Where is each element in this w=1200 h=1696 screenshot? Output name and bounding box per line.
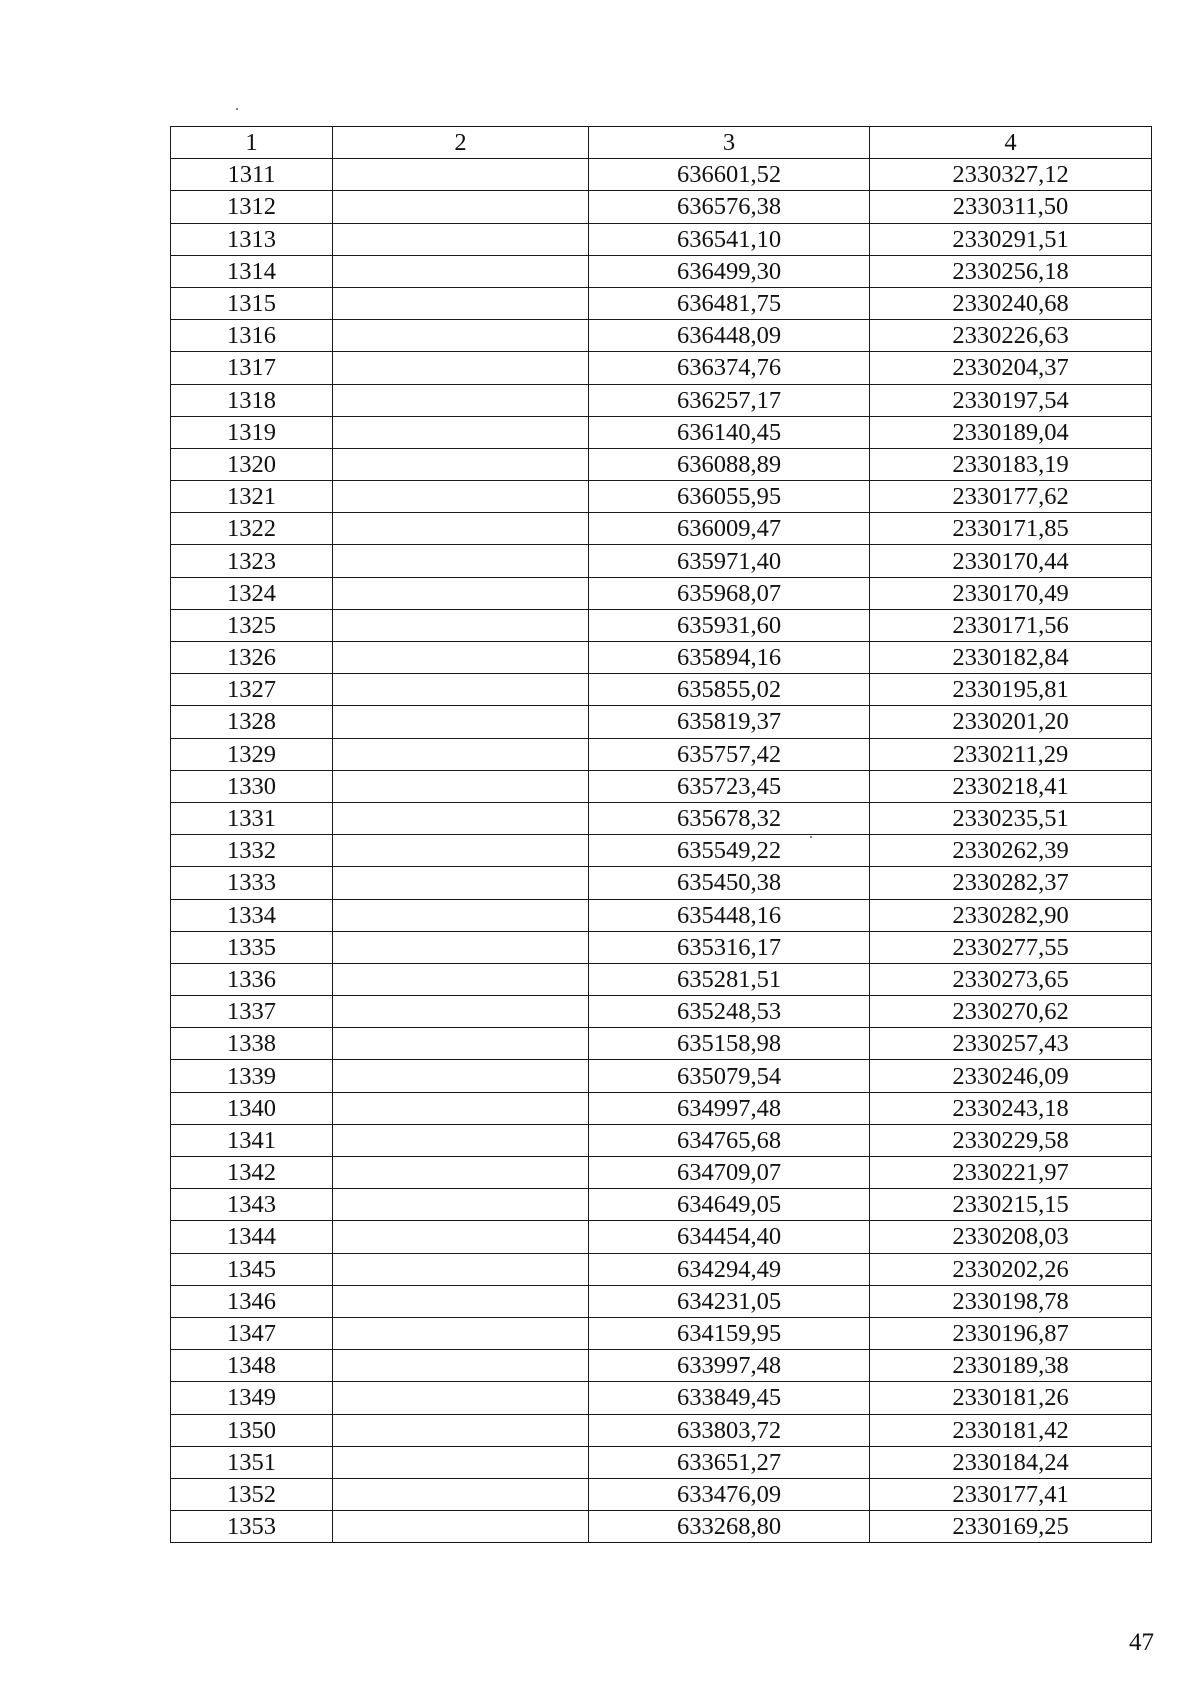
description-cell bbox=[333, 223, 589, 255]
point-number-cell: 1324 bbox=[171, 577, 333, 609]
table-row bbox=[171, 1253, 1152, 1285]
y-coordinate-cell: 2330184,24 bbox=[870, 1446, 1152, 1478]
y-coordinate-cell: 2330282,90 bbox=[870, 899, 1152, 931]
description-cell bbox=[333, 706, 589, 738]
table-header-row bbox=[171, 127, 1152, 159]
x-coordinate-cell: 636055,95 bbox=[589, 481, 870, 513]
description-cell bbox=[333, 996, 589, 1028]
column-header: 4 bbox=[870, 127, 1152, 159]
page-number: 47 bbox=[1129, 1629, 1154, 1656]
x-coordinate-cell: 636140,45 bbox=[589, 416, 870, 448]
table-row bbox=[171, 545, 1152, 577]
table-row bbox=[171, 159, 1152, 191]
x-coordinate-cell: 636088,89 bbox=[589, 448, 870, 480]
point-number-cell: 1353 bbox=[171, 1511, 333, 1543]
x-coordinate-cell: 634709,07 bbox=[589, 1157, 870, 1189]
y-coordinate-cell: 2330183,19 bbox=[870, 448, 1152, 480]
y-coordinate-cell: 2330189,38 bbox=[870, 1350, 1152, 1382]
point-number-cell: 1340 bbox=[171, 1092, 333, 1124]
table-row bbox=[171, 867, 1152, 899]
table-row bbox=[171, 1478, 1152, 1510]
description-cell bbox=[333, 416, 589, 448]
description-cell bbox=[333, 1446, 589, 1478]
point-number-cell: 1332 bbox=[171, 835, 333, 867]
description-cell bbox=[333, 545, 589, 577]
x-coordinate-cell: 635281,51 bbox=[589, 963, 870, 995]
description-cell bbox=[333, 1092, 589, 1124]
x-coordinate-cell: 635248,53 bbox=[589, 996, 870, 1028]
point-number-cell: 1325 bbox=[171, 609, 333, 641]
point-number-cell: 1334 bbox=[171, 899, 333, 931]
point-number-cell: 1335 bbox=[171, 931, 333, 963]
description-cell bbox=[333, 1382, 589, 1414]
x-coordinate-cell: 635971,40 bbox=[589, 545, 870, 577]
x-coordinate-cell: 635894,16 bbox=[589, 642, 870, 674]
description-cell bbox=[333, 867, 589, 899]
y-coordinate-cell: 2330229,58 bbox=[870, 1124, 1152, 1156]
point-number-cell: 1329 bbox=[171, 738, 333, 770]
description-cell bbox=[333, 1414, 589, 1446]
description-cell bbox=[333, 1060, 589, 1092]
table-body bbox=[171, 159, 1152, 1543]
y-coordinate-cell: 2330177,41 bbox=[870, 1478, 1152, 1510]
table-row bbox=[171, 609, 1152, 641]
y-coordinate-cell: 2330311,50 bbox=[870, 191, 1152, 223]
table-row bbox=[171, 1092, 1152, 1124]
scan-speck bbox=[236, 108, 238, 110]
description-cell bbox=[333, 384, 589, 416]
table-row bbox=[171, 770, 1152, 802]
y-coordinate-cell: 2330181,42 bbox=[870, 1414, 1152, 1446]
y-coordinate-cell: 2330202,26 bbox=[870, 1253, 1152, 1285]
y-coordinate-cell: 2330221,97 bbox=[870, 1157, 1152, 1189]
x-coordinate-cell: 635757,42 bbox=[589, 738, 870, 770]
y-coordinate-cell: 2330197,54 bbox=[870, 384, 1152, 416]
point-number-cell: 1323 bbox=[171, 545, 333, 577]
table-row bbox=[171, 1221, 1152, 1253]
point-number-cell: 1343 bbox=[171, 1189, 333, 1221]
table-row bbox=[171, 416, 1152, 448]
point-number-cell: 1339 bbox=[171, 1060, 333, 1092]
table-row bbox=[171, 352, 1152, 384]
y-coordinate-cell: 2330170,44 bbox=[870, 545, 1152, 577]
table-row bbox=[171, 931, 1152, 963]
point-number-cell: 1320 bbox=[171, 448, 333, 480]
point-number-cell: 1316 bbox=[171, 320, 333, 352]
x-coordinate-cell: 636481,75 bbox=[589, 287, 870, 319]
description-cell bbox=[333, 1350, 589, 1382]
point-number-cell: 1344 bbox=[171, 1221, 333, 1253]
point-number-cell: 1331 bbox=[171, 802, 333, 834]
description-cell bbox=[333, 1478, 589, 1510]
x-coordinate-cell: 634231,05 bbox=[589, 1285, 870, 1317]
y-coordinate-cell: 2330171,56 bbox=[870, 609, 1152, 641]
x-coordinate-cell: 635448,16 bbox=[589, 899, 870, 931]
x-coordinate-cell: 634765,68 bbox=[589, 1124, 870, 1156]
point-number-cell: 1328 bbox=[171, 706, 333, 738]
description-cell bbox=[333, 802, 589, 834]
description-cell bbox=[333, 674, 589, 706]
x-coordinate-cell: 635678,32 bbox=[589, 802, 870, 834]
description-cell bbox=[333, 287, 589, 319]
y-coordinate-cell: 2330273,65 bbox=[870, 963, 1152, 995]
y-coordinate-cell: 2330257,43 bbox=[870, 1028, 1152, 1060]
table-row bbox=[171, 1028, 1152, 1060]
point-number-cell: 1317 bbox=[171, 352, 333, 384]
y-coordinate-cell: 2330270,62 bbox=[870, 996, 1152, 1028]
x-coordinate-cell: 635316,17 bbox=[589, 931, 870, 963]
y-coordinate-cell: 2330208,03 bbox=[870, 1221, 1152, 1253]
x-coordinate-cell: 636576,38 bbox=[589, 191, 870, 223]
table-row bbox=[171, 1350, 1152, 1382]
y-coordinate-cell: 2330211,29 bbox=[870, 738, 1152, 770]
coordinates-table bbox=[170, 126, 1152, 1543]
table-row bbox=[171, 1317, 1152, 1349]
point-number-cell: 1342 bbox=[171, 1157, 333, 1189]
point-number-cell: 1330 bbox=[171, 770, 333, 802]
table-row bbox=[171, 223, 1152, 255]
point-number-cell: 1319 bbox=[171, 416, 333, 448]
x-coordinate-cell: 633651,27 bbox=[589, 1446, 870, 1478]
y-coordinate-cell: 2330235,51 bbox=[870, 802, 1152, 834]
x-coordinate-cell: 636009,47 bbox=[589, 513, 870, 545]
point-number-cell: 1346 bbox=[171, 1285, 333, 1317]
description-cell bbox=[333, 770, 589, 802]
point-number-cell: 1338 bbox=[171, 1028, 333, 1060]
y-coordinate-cell: 2330240,68 bbox=[870, 287, 1152, 319]
point-number-cell: 1341 bbox=[171, 1124, 333, 1156]
table-row bbox=[171, 963, 1152, 995]
description-cell bbox=[333, 1511, 589, 1543]
x-coordinate-cell: 635968,07 bbox=[589, 577, 870, 609]
description-cell bbox=[333, 1189, 589, 1221]
x-coordinate-cell: 636374,76 bbox=[589, 352, 870, 384]
description-cell bbox=[333, 159, 589, 191]
x-coordinate-cell: 635549,22 bbox=[589, 835, 870, 867]
x-coordinate-cell: 636601,52 bbox=[589, 159, 870, 191]
description-cell bbox=[333, 1157, 589, 1189]
x-coordinate-cell: 636541,10 bbox=[589, 223, 870, 255]
x-coordinate-cell: 635723,45 bbox=[589, 770, 870, 802]
x-coordinate-cell: 635819,37 bbox=[589, 706, 870, 738]
y-coordinate-cell: 2330198,78 bbox=[870, 1285, 1152, 1317]
description-cell bbox=[333, 1221, 589, 1253]
point-number-cell: 1351 bbox=[171, 1446, 333, 1478]
table-row bbox=[171, 1446, 1152, 1478]
column-header: 2 bbox=[333, 127, 589, 159]
description-cell bbox=[333, 1317, 589, 1349]
description-cell bbox=[333, 609, 589, 641]
point-number-cell: 1314 bbox=[171, 255, 333, 287]
y-coordinate-cell: 2330327,12 bbox=[870, 159, 1152, 191]
table-row bbox=[171, 835, 1152, 867]
table-row bbox=[171, 1511, 1152, 1543]
point-number-cell: 1347 bbox=[171, 1317, 333, 1349]
y-coordinate-cell: 2330218,41 bbox=[870, 770, 1152, 802]
point-number-cell: 1326 bbox=[171, 642, 333, 674]
point-number-cell: 1352 bbox=[171, 1478, 333, 1510]
point-number-cell: 1345 bbox=[171, 1253, 333, 1285]
table-row bbox=[171, 577, 1152, 609]
description-cell bbox=[333, 1285, 589, 1317]
x-coordinate-cell: 633849,45 bbox=[589, 1382, 870, 1414]
description-cell bbox=[333, 448, 589, 480]
y-coordinate-cell: 2330196,87 bbox=[870, 1317, 1152, 1349]
table-row bbox=[171, 481, 1152, 513]
description-cell bbox=[333, 255, 589, 287]
table-row bbox=[171, 674, 1152, 706]
x-coordinate-cell: 636257,17 bbox=[589, 384, 870, 416]
point-number-cell: 1315 bbox=[171, 287, 333, 319]
description-cell bbox=[333, 899, 589, 931]
point-number-cell: 1348 bbox=[171, 1350, 333, 1382]
x-coordinate-cell: 635158,98 bbox=[589, 1028, 870, 1060]
table-row bbox=[171, 1285, 1152, 1317]
point-number-cell: 1350 bbox=[171, 1414, 333, 1446]
x-coordinate-cell: 635079,54 bbox=[589, 1060, 870, 1092]
description-cell bbox=[333, 1124, 589, 1156]
description-cell bbox=[333, 1028, 589, 1060]
x-coordinate-cell: 633268,80 bbox=[589, 1511, 870, 1543]
description-cell bbox=[333, 320, 589, 352]
table-row bbox=[171, 1060, 1152, 1092]
description-cell bbox=[333, 931, 589, 963]
point-number-cell: 1349 bbox=[171, 1382, 333, 1414]
y-coordinate-cell: 2330170,49 bbox=[870, 577, 1152, 609]
point-number-cell: 1336 bbox=[171, 963, 333, 995]
description-cell bbox=[333, 191, 589, 223]
table-row bbox=[171, 738, 1152, 770]
description-cell bbox=[333, 963, 589, 995]
y-coordinate-cell: 2330246,09 bbox=[870, 1060, 1152, 1092]
table-row bbox=[171, 642, 1152, 674]
table-row bbox=[171, 1382, 1152, 1414]
table-row bbox=[171, 320, 1152, 352]
point-number-cell: 1313 bbox=[171, 223, 333, 255]
y-coordinate-cell: 2330277,55 bbox=[870, 931, 1152, 963]
table-row bbox=[171, 1414, 1152, 1446]
table-row bbox=[171, 255, 1152, 287]
point-number-cell: 1337 bbox=[171, 996, 333, 1028]
y-coordinate-cell: 2330189,04 bbox=[870, 416, 1152, 448]
x-coordinate-cell: 635855,02 bbox=[589, 674, 870, 706]
y-coordinate-cell: 2330182,84 bbox=[870, 642, 1152, 674]
x-coordinate-cell: 636499,30 bbox=[589, 255, 870, 287]
x-coordinate-cell: 634649,05 bbox=[589, 1189, 870, 1221]
table-row bbox=[171, 513, 1152, 545]
table-row bbox=[171, 802, 1152, 834]
point-number-cell: 1312 bbox=[171, 191, 333, 223]
description-cell bbox=[333, 352, 589, 384]
y-coordinate-cell: 2330204,37 bbox=[870, 352, 1152, 384]
table-row bbox=[171, 899, 1152, 931]
x-coordinate-cell: 634159,95 bbox=[589, 1317, 870, 1349]
description-cell bbox=[333, 642, 589, 674]
table-row bbox=[171, 287, 1152, 319]
table-row bbox=[171, 1189, 1152, 1221]
x-coordinate-cell: 633803,72 bbox=[589, 1414, 870, 1446]
y-coordinate-cell: 2330262,39 bbox=[870, 835, 1152, 867]
x-coordinate-cell: 634454,40 bbox=[589, 1221, 870, 1253]
description-cell bbox=[333, 1253, 589, 1285]
point-number-cell: 1327 bbox=[171, 674, 333, 706]
x-coordinate-cell: 635931,60 bbox=[589, 609, 870, 641]
column-header: 1 bbox=[171, 127, 333, 159]
y-coordinate-cell: 2330195,81 bbox=[870, 674, 1152, 706]
y-coordinate-cell: 2330226,63 bbox=[870, 320, 1152, 352]
column-header: 3 bbox=[589, 127, 870, 159]
x-coordinate-cell: 635450,38 bbox=[589, 867, 870, 899]
x-coordinate-cell: 636448,09 bbox=[589, 320, 870, 352]
description-cell bbox=[333, 835, 589, 867]
y-coordinate-cell: 2330169,25 bbox=[870, 1511, 1152, 1543]
point-number-cell: 1333 bbox=[171, 867, 333, 899]
point-number-cell: 1311 bbox=[171, 159, 333, 191]
x-coordinate-cell: 634997,48 bbox=[589, 1092, 870, 1124]
x-coordinate-cell: 633997,48 bbox=[589, 1350, 870, 1382]
description-cell bbox=[333, 513, 589, 545]
x-coordinate-cell: 633476,09 bbox=[589, 1478, 870, 1510]
description-cell bbox=[333, 577, 589, 609]
table-row bbox=[171, 448, 1152, 480]
point-number-cell: 1318 bbox=[171, 384, 333, 416]
y-coordinate-cell: 2330256,18 bbox=[870, 255, 1152, 287]
description-cell bbox=[333, 738, 589, 770]
table-row bbox=[171, 706, 1152, 738]
table-row bbox=[171, 1124, 1152, 1156]
table-row bbox=[171, 191, 1152, 223]
point-number-cell: 1321 bbox=[171, 481, 333, 513]
description-cell bbox=[333, 481, 589, 513]
y-coordinate-cell: 2330181,26 bbox=[870, 1382, 1152, 1414]
x-coordinate-cell: 634294,49 bbox=[589, 1253, 870, 1285]
y-coordinate-cell: 2330291,51 bbox=[870, 223, 1152, 255]
y-coordinate-cell: 2330282,37 bbox=[870, 867, 1152, 899]
y-coordinate-cell: 2330215,15 bbox=[870, 1189, 1152, 1221]
y-coordinate-cell: 2330243,18 bbox=[870, 1092, 1152, 1124]
table-row bbox=[171, 1157, 1152, 1189]
y-coordinate-cell: 2330201,20 bbox=[870, 706, 1152, 738]
table-row bbox=[171, 384, 1152, 416]
y-coordinate-cell: 2330177,62 bbox=[870, 481, 1152, 513]
table-row bbox=[171, 996, 1152, 1028]
y-coordinate-cell: 2330171,85 bbox=[870, 513, 1152, 545]
point-number-cell: 1322 bbox=[171, 513, 333, 545]
